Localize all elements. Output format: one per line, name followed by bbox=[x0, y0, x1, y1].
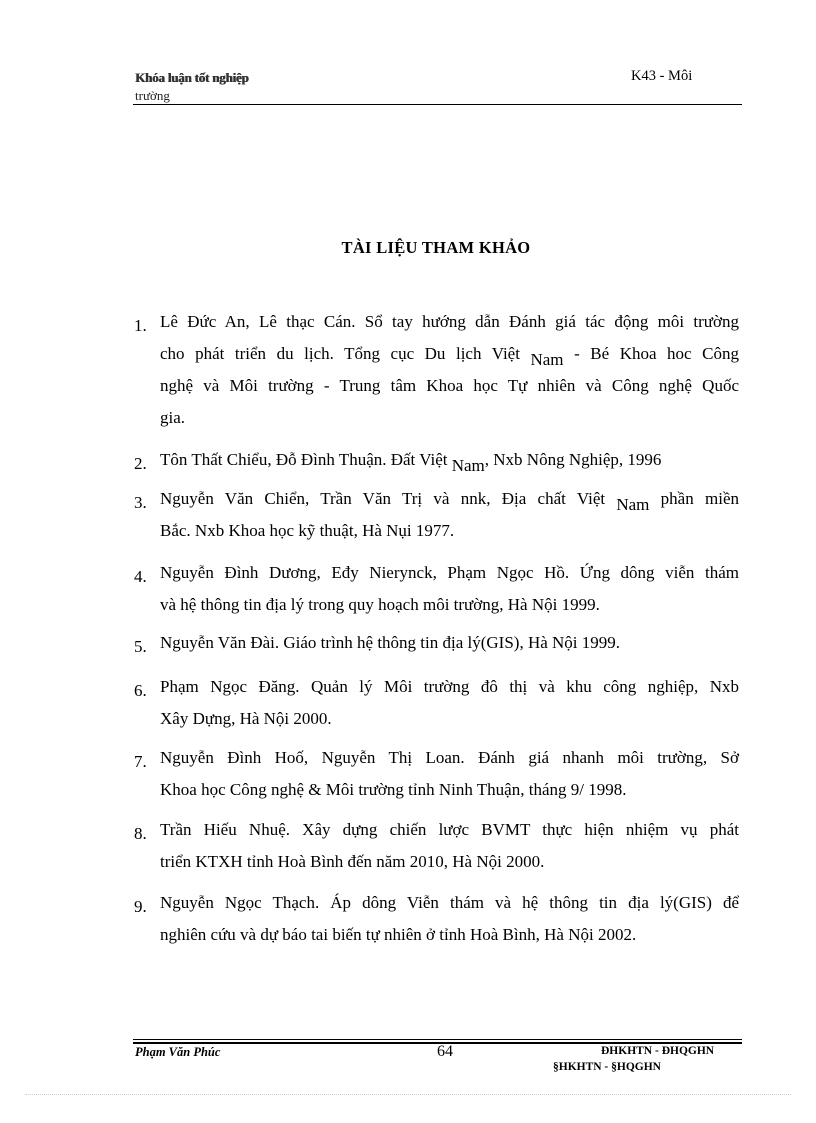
reference-text: Nguyễn Văn Chiển, Trần Văn Trị và nnk, Địa chất Việt bbox=[160, 489, 617, 508]
reference-text: và hệ thông tin địa lý trong quy hoạch môi trường, Hà Nội 1999. bbox=[160, 595, 600, 614]
reference-line bbox=[160, 450, 662, 475]
reference-text: Nguyễn Đình Dương, Eđy Nierynck, Phạm Ngọc Hồ. Ứng dông viễn thám bbox=[160, 563, 739, 582]
header-rule bbox=[133, 104, 742, 105]
header-left-line1: Khóa luận tốt nghiệp bbox=[135, 70, 249, 85]
reference-line bbox=[160, 408, 185, 428]
reference-subscript-word: Nam bbox=[451, 456, 485, 475]
reference-line bbox=[160, 820, 739, 840]
reference-number: 3. bbox=[134, 493, 147, 512]
reference-text: Trần Hiếu Nhuệ. Xây dựng chiến lược BVMT thực hiện nhiệm vụ phát bbox=[160, 820, 739, 839]
reference-line bbox=[160, 595, 600, 615]
reference-subscript-word: Nam bbox=[530, 350, 564, 369]
reference-line bbox=[160, 563, 739, 583]
reference-line bbox=[160, 925, 636, 945]
reference-text: Bắc. Nxb Khoa học kỹ thuật, Hà Nụi 1977. bbox=[160, 521, 455, 540]
reference-line bbox=[160, 852, 544, 872]
reference-text: Khoa học Công nghệ & Môi trường tỉnh Ninh Thuận, tháng 9/ 1998. bbox=[160, 780, 627, 799]
reference-text: Xây Dựng, Hà Nội 2000. bbox=[160, 709, 332, 728]
footer-institution-line1: ĐHKHTN - ĐHQGHN bbox=[601, 1045, 715, 1057]
reference-line bbox=[160, 489, 739, 514]
reference-line bbox=[160, 893, 739, 913]
reference-number: 9. bbox=[134, 897, 147, 916]
reference-line bbox=[160, 780, 626, 800]
reference-text: Lê Đức An, Lê thạc Cán. Sổ tay hướng dẫn Đánh giá tác động môi trường bbox=[160, 312, 739, 331]
reference-text: gia. bbox=[160, 408, 186, 427]
page-number: 64 bbox=[437, 1043, 453, 1060]
header-left-line2: trường bbox=[135, 88, 170, 103]
footer-institution-line2: §HKHTN - §HQGHN bbox=[553, 1061, 661, 1073]
reference-text: Tôn Thất Chiểu, Đỗ Đình Thuận. Đất Việt bbox=[160, 450, 452, 469]
reference-subscript-word: Nam bbox=[616, 495, 650, 514]
reference-number: 1. bbox=[134, 316, 147, 335]
reference-line bbox=[160, 748, 739, 768]
reference-number: 2. bbox=[134, 454, 147, 473]
reference-number: 6. bbox=[134, 681, 147, 700]
footer-rule-thin bbox=[133, 1039, 742, 1040]
page-title: TÀI LIỆU THAM KHẢO bbox=[341, 238, 531, 257]
reference-text: Phạm Ngọc Đăng. Quản lý Môi trường đô thị và khu công nghiệp, Nxb bbox=[160, 677, 739, 696]
reference-text: phần miền bbox=[649, 489, 739, 508]
reference-line bbox=[160, 633, 620, 653]
reference-line bbox=[160, 709, 332, 729]
header-right: K43 - Môi bbox=[631, 68, 693, 84]
reference-text: nghiên cứu và dự báo tai biến tự nhiên ở tỉnh Hoà Bình, Hà Nội 2002. bbox=[160, 925, 637, 944]
reference-line bbox=[160, 312, 739, 332]
reference-text: nghệ và Môi trường - Trung tâm Khoa học Tự nhiên và Công nghệ Quốc bbox=[160, 376, 739, 395]
footer-author: Phạm Văn Phúc bbox=[135, 1045, 221, 1059]
reference-line bbox=[160, 376, 739, 396]
reference-line bbox=[160, 521, 454, 541]
reference-number: 5. bbox=[134, 637, 147, 656]
reference-text: Nguyễn Đình Hoố, Nguyễn Thị Loan. Đánh giá nhanh môi trường, Sở bbox=[160, 748, 739, 767]
reference-text: - Bé Khoa hoc Công bbox=[563, 344, 739, 363]
reference-line bbox=[160, 677, 739, 697]
reference-text: , Nxb Nông Nghiệp, 1996 bbox=[484, 450, 662, 469]
reference-line bbox=[160, 344, 739, 369]
reference-number: 8. bbox=[134, 824, 147, 843]
reference-number: 4. bbox=[134, 567, 147, 586]
page-bottom-dotted-line bbox=[25, 1094, 791, 1095]
reference-text: triển KTXH tỉnh Hoà Bình đến năm 2010, Hà Nội 2000. bbox=[160, 852, 545, 871]
reference-text: Nguyễn Văn Đài. Giáo trình hệ thông tin địa lý(GIS), Hà Nội 1999. bbox=[160, 633, 621, 652]
reference-text: Nguyễn Ngọc Thạch. Áp dông Viễn thám và hệ thông tin địa lý(GIS) để bbox=[160, 893, 739, 912]
reference-number: 7. bbox=[134, 752, 147, 771]
reference-text: cho phát triển du lịch. Tổng cục Du lịch Việt bbox=[160, 344, 531, 363]
